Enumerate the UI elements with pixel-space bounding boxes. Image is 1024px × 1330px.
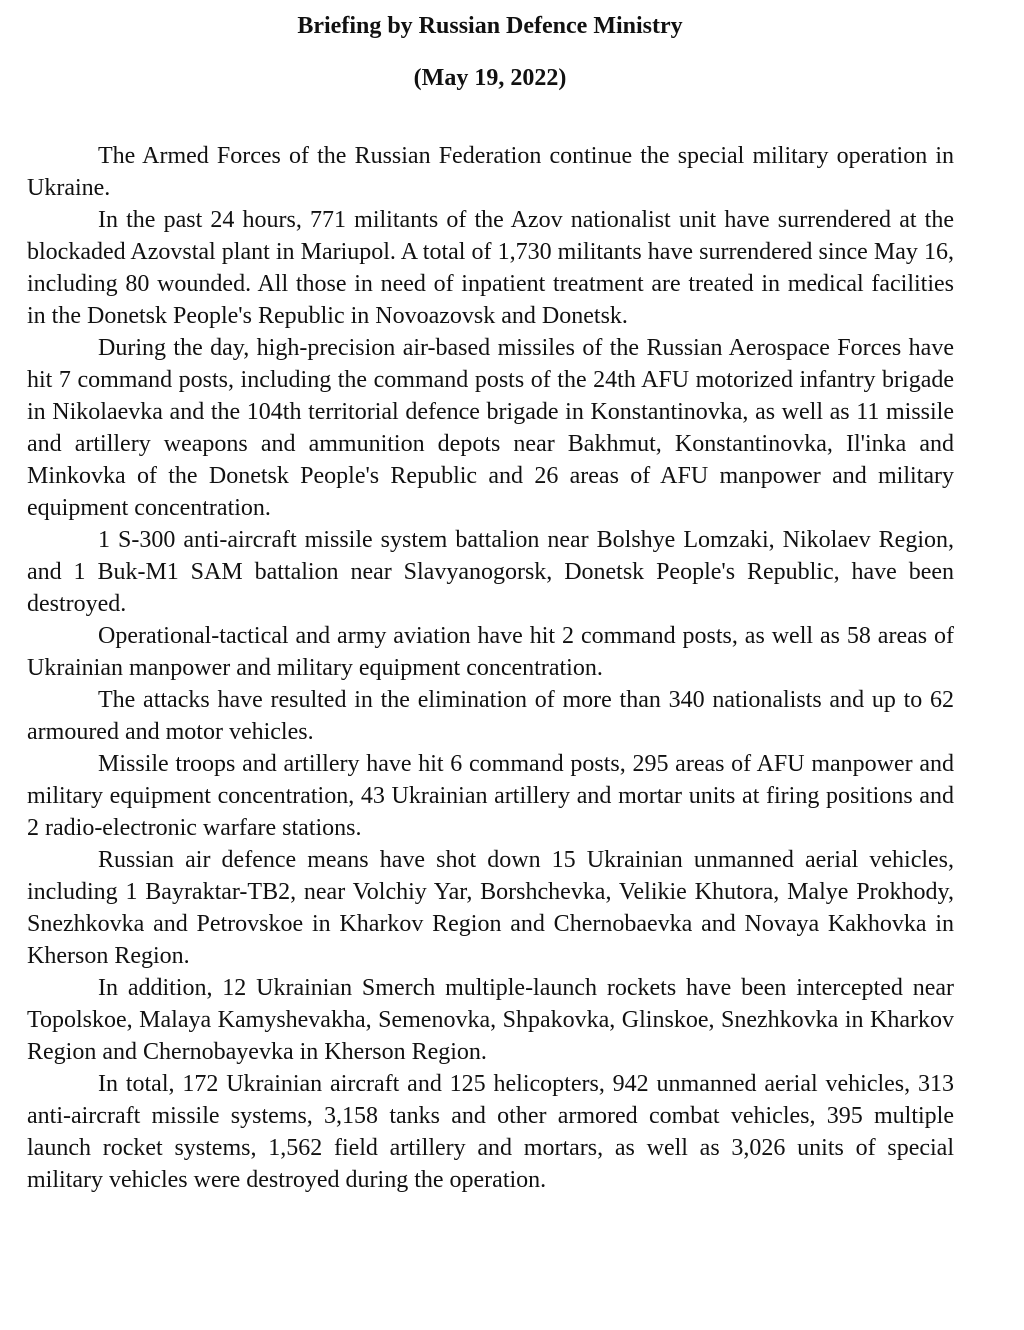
document-date: (May 19, 2022)	[413, 65, 567, 91]
paragraph: 1 S-300 anti-aircraft missile system battalion near Bolshye Lomzaki, Nikolaev Region, and 1 Buk-M1 SAM battalion near Slavyanogorsk, Donetsk People's Republic, have been destroyed.	[27, 527, 954, 617]
document-title: Briefing by Russian Defence Ministry	[297, 13, 683, 39]
document-body	[27, 140, 954, 1196]
paragraph: In addition, 12 Ukrainian Smerch multiple-launch rockets have been intercepted near Topolskoe, Malaya Kamyshevakha, Semenovka, Shpakovka, Glinskoe, Snezhkovka in Kharkov Region and Chernobayevka in Kherson Region.	[27, 975, 954, 1065]
paragraph: The Armed Forces of the Russian Federation continue the special military operation in Ukraine.	[27, 143, 954, 201]
paragraph: Russian air defence means have shot down 15 Ukrainian unmanned aerial vehicles, including 1 Bayraktar-TB2, near Volchiy Yar, Borshchevka, Velikie Khutora, Malye Prokhody, Snezhkovka and Petrovskoe in Kharkov Region and Chernobaevka and Novaya Kakhovka in Kherson Region.	[27, 847, 954, 969]
paragraph: During the day, high-precision air-based missiles of the Russian Aerospace Forces have hit 7 command posts, including the command posts of the 24th AFU motorized infantry brigade in Nikolaevka and the 104th territorial defence brigade in Konstantinovka, as well as 11 missile and artillery weapons and ammunition depots near Bakhmut, Konstantinovka, Il'inka and Minkovka of the Donetsk People's Republic and 26 areas of AFU manpower and military equipment concentration.	[27, 335, 954, 521]
paragraph: Operational-tactical and army aviation have hit 2 command posts, as well as 58 areas of Ukrainian manpower and military equipment concentration.	[27, 623, 954, 681]
paragraph: Missile troops and artillery have hit 6 command posts, 295 areas of AFU manpower and military equipment concentration, 43 Ukrainian artillery and mortar units at firing positions and 2 radio-electronic warfare stations.	[27, 751, 954, 841]
paragraph: In the past 24 hours, 771 militants of the Azov nationalist unit have surrendered at the blockaded Azovstal plant in Mariupol. A total of 1,730 militants have surrendered since May 16, including 80 wounded. All those in need of inpatient treatment are treated in medical facilities in the Donetsk People's Republic in Novoazovsk and Donetsk.	[27, 207, 954, 329]
paragraph: The attacks have resulted in the elimination of more than 340 nationalists and up to 62 armoured and motor vehicles.	[27, 687, 954, 745]
paragraph: In total, 172 Ukrainian aircraft and 125 helicopters, 942 unmanned aerial vehicles, 313 anti-aircraft missile systems, 3,158 tanks and other armored combat vehicles, 395 multiple launch rocket systems, 1,562 field artillery and mortars, as well as 3,026 units of special military vehicles were destroyed during the operation.	[27, 1071, 954, 1193]
